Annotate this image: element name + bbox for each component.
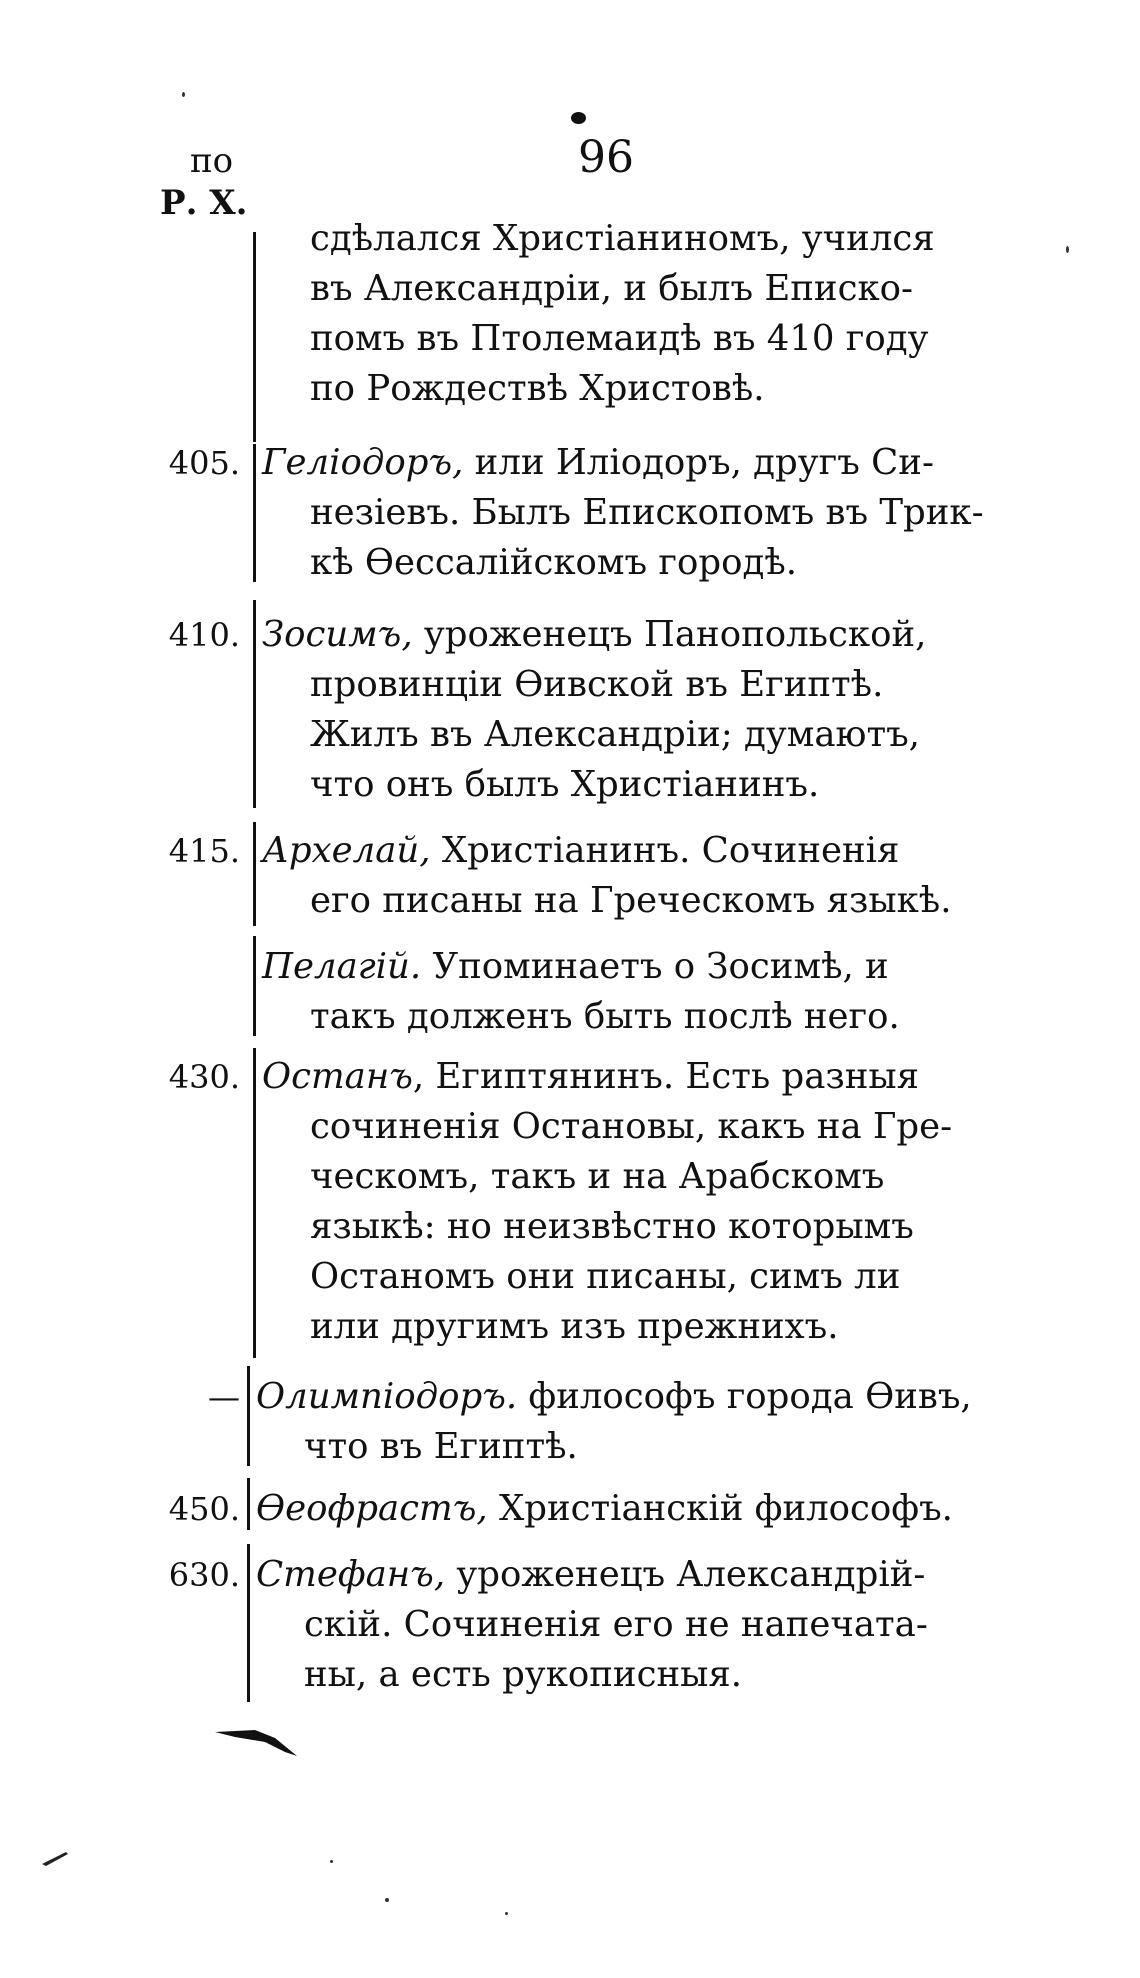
text-line: или Иліодоръ, другъ Си- <box>463 442 934 483</box>
era-header <box>160 140 247 224</box>
text-line: его писаны на Греческомъ языкѣ. <box>310 880 952 921</box>
column-rule <box>253 822 256 926</box>
ink-speck <box>505 1912 508 1915</box>
ink-speck <box>385 1898 389 1902</box>
entry-year: 630. <box>168 1556 240 1594</box>
text-line: философъ города Ѳивъ, <box>517 1376 972 1417</box>
entry-year: 405. <box>168 444 240 482</box>
text-line: или другимъ изъ прежнихъ. <box>310 1306 839 1347</box>
entry-olimpiodor <box>256 1372 1036 1472</box>
column-rule <box>253 444 256 582</box>
text-line: въ Александріи, и былъ Еписко- <box>310 268 914 309</box>
entry-zosim <box>262 610 1042 810</box>
page-number: 96 <box>578 132 634 183</box>
entry-continuation <box>262 214 1042 414</box>
text-line: сочиненія Остановы, какъ на Гре- <box>310 1106 953 1147</box>
column-rule <box>253 232 256 442</box>
text-line: ческомъ, такъ и на Арабскомъ <box>310 1156 885 1197</box>
entry-name: Ѳеофрастъ, <box>256 1488 488 1529</box>
text-line: провинціи Ѳивской въ Египтѣ. <box>310 664 884 705</box>
text-line: Останомъ они писаны, симъ ли <box>310 1256 901 1297</box>
entry-stefan <box>256 1550 1036 1700</box>
column-rule <box>253 1048 256 1358</box>
text-line: Христіанинъ. Сочиненія <box>430 830 900 871</box>
text-line: незіевъ. Былъ Епископомъ въ Трик- <box>310 492 984 533</box>
entry-name: Олимпіодоръ. <box>256 1376 518 1417</box>
text-line: что онъ былъ Христіанинъ. <box>310 764 820 805</box>
column-rule <box>247 1544 250 1702</box>
text-line: Упоминаетъ о Зосимѣ, и <box>421 946 889 987</box>
text-line: кѣ Ѳессалійскомъ городѣ. <box>310 542 798 583</box>
column-rule <box>253 936 256 1036</box>
text-line: уроженецъ Панопольской, <box>412 614 927 655</box>
ink-speck <box>330 1860 333 1863</box>
ink-speck <box>182 92 185 97</box>
entry-year: — <box>208 1378 240 1416</box>
era-line-1: по <box>190 141 234 181</box>
text-line: помъ въ Птолемаидѣ въ 410 году <box>310 318 929 359</box>
entry-heliodor <box>262 438 1042 588</box>
ink-speck <box>1066 246 1069 253</box>
text-line: по Рождествѣ Христовѣ. <box>310 368 765 409</box>
entry-name: Зосимъ, <box>262 614 413 655</box>
ink-blot <box>571 112 586 124</box>
text-line: Христіанскій философъ. <box>487 1488 953 1529</box>
ink-stroke <box>40 1848 70 1868</box>
text-line: ны, а есть рукописныя. <box>304 1654 743 1695</box>
text-line: сдѣлался Христіаниномъ, учился <box>310 218 935 259</box>
entry-archelai <box>262 826 1042 926</box>
text-line: такъ долженъ быть послѣ него. <box>310 996 900 1037</box>
text-line: скій. Сочиненія его не напечата- <box>304 1604 928 1645</box>
entry-year: 450. <box>168 1490 240 1528</box>
entry-name: Геліодоръ, <box>262 442 464 483</box>
column-rule <box>247 1478 250 1530</box>
entry-year: 410. <box>168 616 240 654</box>
text-line: Жилъ въ Александріи; думаютъ, <box>310 714 920 755</box>
entry-pelagii <box>262 942 1042 1042</box>
ink-stroke <box>215 1728 300 1758</box>
entry-theofrast <box>256 1484 1036 1534</box>
era-line-2: Р. Х. <box>160 183 248 223</box>
column-rule <box>247 1366 250 1466</box>
entry-year: 415. <box>168 832 240 870</box>
entry-name: Архелай, <box>262 830 431 871</box>
text-line: что въ Египтѣ. <box>304 1426 578 1467</box>
text-line: языкѣ: но неизвѣстно которымъ <box>310 1206 914 1247</box>
entry-ostan <box>262 1052 1042 1352</box>
entry-name: Останъ <box>262 1056 413 1097</box>
column-rule <box>253 600 256 808</box>
entry-year: 430. <box>168 1058 240 1096</box>
entry-name: Пелагій. <box>262 946 422 987</box>
entry-name: Стефанъ, <box>256 1554 446 1595</box>
text-line: уроженецъ Александрій- <box>445 1554 926 1595</box>
text-line: , Египтянинъ. Есть разныя <box>412 1056 920 1097</box>
